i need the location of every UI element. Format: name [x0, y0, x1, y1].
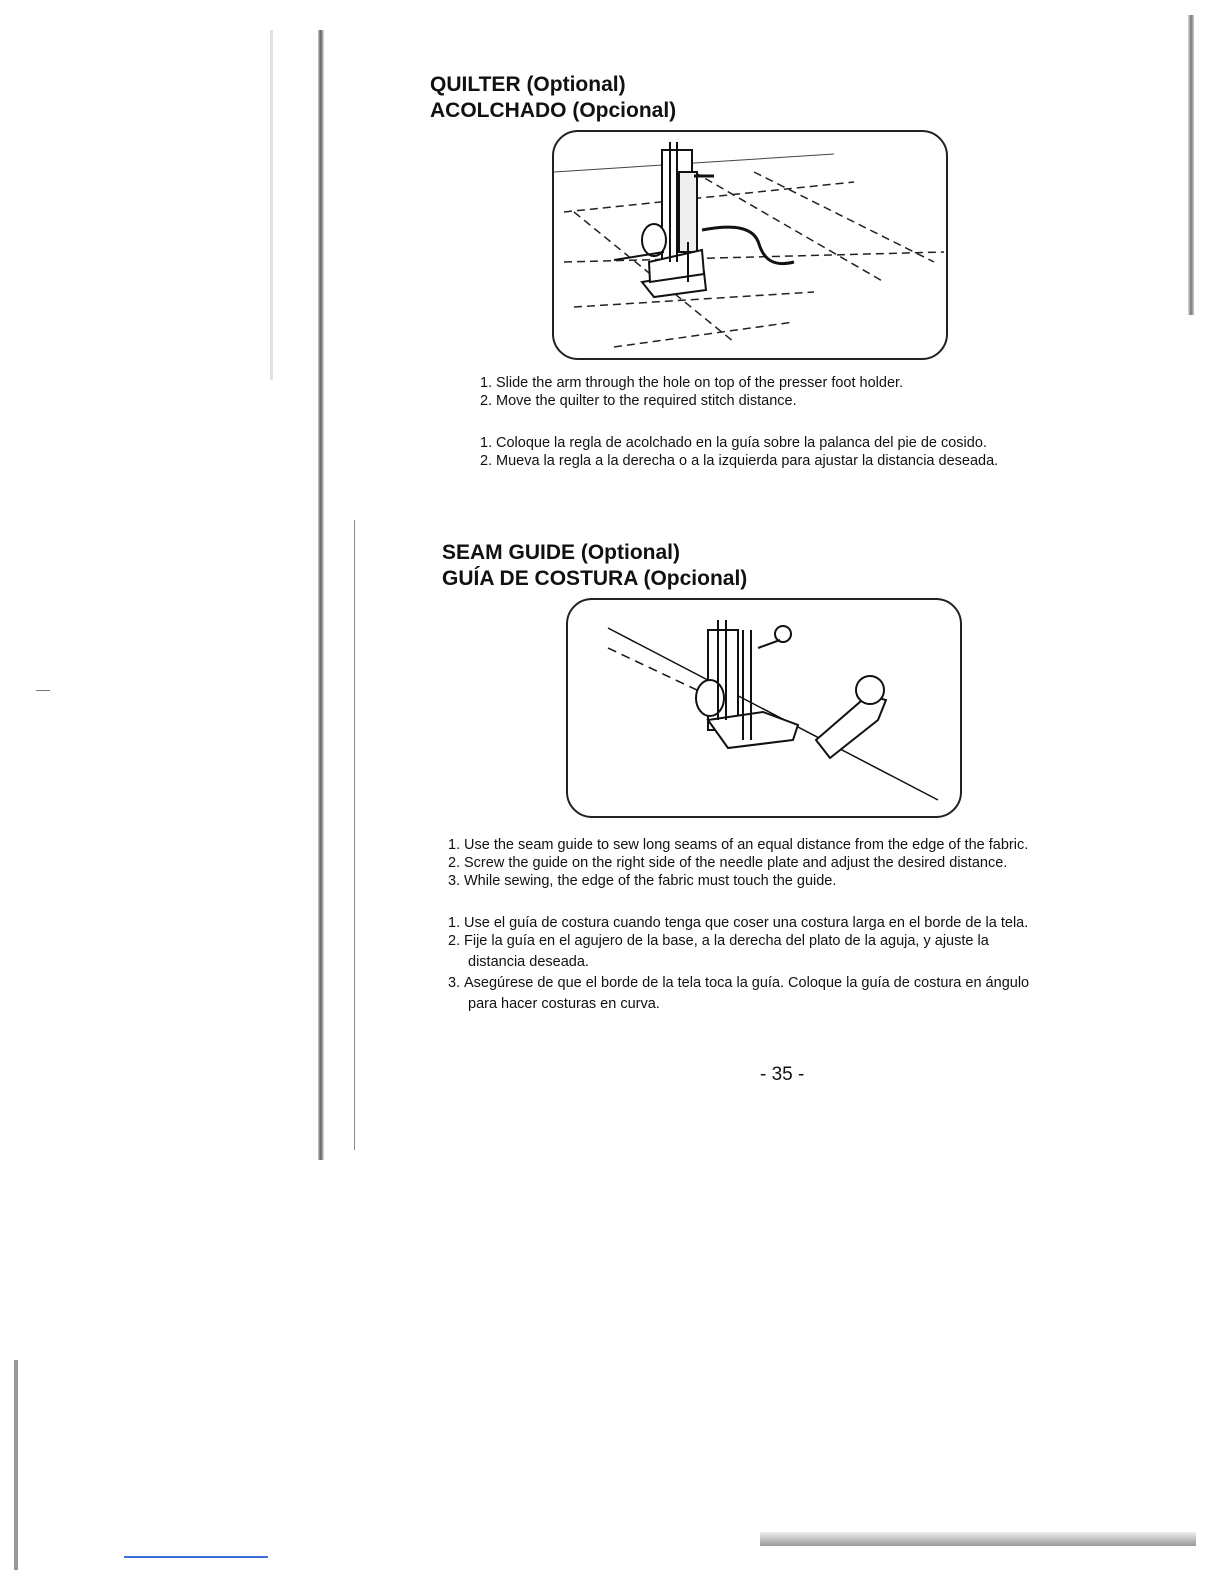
step-text: Use el guía de costura cuando tenga que coser una costura larga en el borde de la tela. — [464, 915, 1029, 931]
step-text: Screw the guide on the right side of the needle plate and adjust the desired distance. — [464, 855, 1008, 871]
step-text: Asegúrese de que el borde de la tela toca la guía. Coloque la guía de costura en ángulo — [464, 975, 1030, 991]
step-text: Slide the arm through the hole on top of the presser foot holder. — [496, 375, 904, 391]
step-text: Move the quilter to the required stitch distance. — [496, 393, 797, 409]
scan-edge-mark — [270, 30, 273, 380]
scan-binding-shadow — [318, 30, 324, 1160]
seam-guide-step-es-2 — [448, 932, 989, 950]
scan-edge-mark — [1188, 15, 1194, 315]
quilter-title-en: QUILTER (Optional) — [430, 73, 626, 96]
step-number: 2. — [448, 855, 461, 871]
seam-guide-title-es: GUÍA DE COSTURA (Opcional) — [442, 567, 748, 590]
quilter-illustration — [552, 130, 948, 360]
step-text: Mueva la regla a la derecha o a la izquierda para ajustar la distancia deseada. — [496, 453, 999, 469]
seam-guide-step-en-2 — [448, 854, 1007, 872]
seam-guide-step-en-3 — [448, 872, 836, 890]
quilter-step-en-2 — [480, 392, 797, 410]
scan-edge-mark — [36, 690, 50, 691]
quilter-step-es-2 — [480, 452, 998, 470]
step-text: Use the seam guide to sew long seams of an equal distance from the edge of the fabric. — [464, 837, 1029, 853]
seam-guide-step-es-3-continued: para hacer costuras en curva. — [468, 996, 660, 1012]
step-number: 1. — [448, 837, 461, 853]
step-number: 3. — [448, 975, 461, 991]
blue-underline — [124, 1556, 268, 1558]
step-number: 2. — [448, 933, 461, 949]
step-number: 3. — [448, 873, 461, 889]
step-number: 2. — [480, 453, 493, 469]
step-text: Fije la guía en el agujero de la base, a la derecha del plato de la aguja, y ajuste la — [464, 933, 989, 949]
seam-guide-illustration — [566, 598, 962, 818]
step-text: While sewing, the edge of the fabric must touch the guide. — [464, 873, 837, 889]
step-number: 2. — [480, 393, 493, 409]
step-text: Coloque la regla de acolchado en la guía sobre la palanca del pie de cosido. — [496, 435, 987, 451]
seam-guide-step-es-3 — [448, 974, 1029, 992]
seam-guide-title-en: SEAM GUIDE (Optional) — [442, 541, 680, 564]
seam-guide-drawing — [568, 600, 960, 816]
quilter-drawing — [554, 132, 946, 358]
scan-edge-mark — [354, 520, 355, 1150]
quilter-step-es-1 — [480, 434, 987, 452]
seam-guide-step-es-2-continued: distancia deseada. — [468, 954, 589, 970]
quilter-step-en-1 — [480, 374, 903, 392]
seam-guide-step-es-1 — [448, 914, 1028, 932]
page-number: - 35 - — [760, 1064, 805, 1085]
scan-edge-mark — [14, 1360, 18, 1570]
seam-guide-step-en-1 — [448, 836, 1028, 854]
scan-edge-mark — [760, 1532, 1196, 1546]
quilter-title-es: ACOLCHADO (Opcional) — [430, 99, 677, 122]
step-number: 1. — [448, 915, 461, 931]
step-number: 1. — [480, 435, 493, 451]
step-number: 1. — [480, 375, 493, 391]
